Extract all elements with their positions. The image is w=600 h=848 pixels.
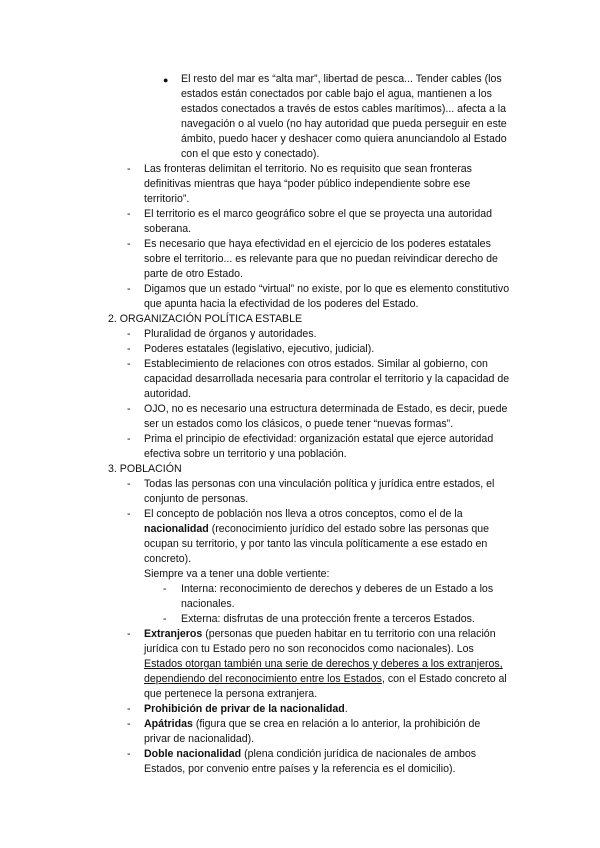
section-heading: 2. ORGANIZACIÓN POLÍTICA ESTABLE xyxy=(108,313,303,325)
bullet-dot: ● xyxy=(163,75,169,85)
list-dash: - xyxy=(127,508,131,520)
list-dash: - xyxy=(127,718,131,730)
list-dash: - xyxy=(127,238,131,250)
list-dash: - xyxy=(127,403,131,415)
bold-term: nacionalidad xyxy=(144,523,209,535)
list-item: Pluralidad de órganos y autoridades. xyxy=(144,328,317,340)
list-item: Las fronteras delimitan el territorio. No es requisito que sean fronteras xyxy=(144,163,472,175)
list-item: Digamos que un estado “virtual” no existe, por lo que es elemento constitutivo xyxy=(144,283,510,295)
list-item xyxy=(144,672,507,687)
text-span: , con el Estado concreto al xyxy=(381,673,507,685)
text-line: con el que esto y conectado). xyxy=(181,148,320,160)
sub-list-item: Externa: disfrutas de una protección frente a terceros Estados. xyxy=(181,613,475,625)
list-item: soberana. xyxy=(144,223,192,235)
sub-list-item: Interna: reconocimiento de derechos y deberes de un Estado a los xyxy=(181,583,494,595)
list-dash: - xyxy=(127,358,131,370)
bold-term: Apátridas xyxy=(144,718,193,730)
list-item: Poderes estatales (legislativo, ejecutivo, judicial). xyxy=(144,343,375,355)
text-line: estados están conectados por cable bajo el agua, mantienen a los xyxy=(181,88,492,100)
list-item: conjunto de personas. xyxy=(144,493,249,505)
bold-term: Doble nacionalidad xyxy=(144,748,242,760)
list-dash: - xyxy=(127,328,131,340)
list-item: privar de nacionalidad). xyxy=(144,733,255,745)
list-dash: - xyxy=(127,703,131,715)
list-item: capacidad desarrollada necesaria para controlar el territorio y la capacidad de xyxy=(144,373,510,385)
text-span: . xyxy=(344,703,348,715)
list-item: territorio”. xyxy=(144,193,190,205)
text-line: navegación o al vuelo (no hay autoridad que pueda perseguir en este xyxy=(181,118,507,130)
list-item xyxy=(144,717,480,732)
list-dash: - xyxy=(127,208,131,220)
underlined-text: Estados otorgan también una serie de derechos y deberes a los extranjeros, xyxy=(144,658,503,670)
list-item: parte de otro Estado. xyxy=(144,268,243,280)
list-item xyxy=(144,702,348,717)
list-item: ser un estados como los clásicos, o puede tener “nuevas formas”. xyxy=(144,418,454,430)
list-item: definitivas mientras que haya “poder público independiente sobre ese xyxy=(144,178,471,190)
list-item: Es necesario que haya efectividad en el ejercicio de los poderes estatales xyxy=(144,238,491,250)
list-item: que apunta hacia la efectividad de los poderes del Estado. xyxy=(144,298,419,310)
list-item: autoridad. xyxy=(144,388,192,400)
list-item: OJO, no es necesario una estructura determinada de Estado, es decir, puede xyxy=(144,403,508,415)
list-item: Prima el principio de efectividad: organización estatal que ejerce autoridad xyxy=(144,433,494,445)
list-item xyxy=(144,747,476,762)
list-item xyxy=(144,522,489,537)
sub-list-item: nacionales. xyxy=(181,598,235,610)
sub-dash: - xyxy=(163,613,167,625)
section-heading: 3. POBLACIÓN xyxy=(108,463,182,475)
text-line: estados conectados a través de estos cables marítimos)... afecta a la xyxy=(181,103,507,115)
list-dash: - xyxy=(127,283,131,295)
list-item: Establecimiento de relaciones con otros estados. Similar al gobierno, con xyxy=(144,358,488,370)
list-dash: - xyxy=(127,748,131,760)
list-dash: - xyxy=(127,433,131,445)
sub-dash: - xyxy=(163,583,167,595)
text-line: El resto del mar es “alta mar”, libertad de pesca... Tender cables (los xyxy=(181,73,502,85)
list-item: que pertenece la persona extranjera. xyxy=(144,688,318,700)
list-item: Siempre va a tener una doble vertiente: xyxy=(144,568,330,580)
list-item: Todas las personas con una vinculación política y jurídica entre estados, el xyxy=(144,478,495,490)
list-dash: - xyxy=(127,478,131,490)
list-dash: - xyxy=(127,628,131,640)
list-item: ocupan su territorio, y por tanto las vincula políticamente a ese estado en xyxy=(144,538,488,550)
text-span: (plena condición jurídica de nacionales de ambos xyxy=(241,748,477,760)
list-item xyxy=(144,627,496,642)
list-item: El territorio es el marco geográfico sobre el que se proyecta una autoridad xyxy=(144,208,493,220)
list-item: El concepto de población nos lleva a otros conceptos, como el de la xyxy=(144,508,463,520)
text-line: ámbito, puedo hacer y deshacer como quiera anunciandolo al Estado xyxy=(181,133,507,145)
list-item xyxy=(144,657,503,672)
list-item: concreto). xyxy=(144,553,192,565)
text-span: (figura que se crea en relación a lo anterior, la prohibición de xyxy=(192,718,481,730)
text-span: (personas que pueden habitar en tu territorio con una relación xyxy=(202,628,496,640)
list-item: sobre el territorio... es relevante para que no puedan reivindicar derecho de xyxy=(144,253,498,265)
list-item: efectiva sobre un territorio y una población. xyxy=(144,448,347,460)
list-item: Estados, por convenio entre países y la referencia es el domicilio). xyxy=(144,763,456,775)
underlined-text: dependiendo del reconocimiento entre los Estados xyxy=(144,673,382,685)
text-span: (reconocimiento jurídico del estado sobre las personas que xyxy=(208,523,490,535)
list-dash: - xyxy=(127,163,131,175)
list-dash: - xyxy=(127,343,131,355)
list-item: jurídica con tu Estado pero no son reconocidos como nacionales). Los xyxy=(144,643,474,655)
bold-term: Extranjeros xyxy=(144,628,203,640)
bold-term: Prohibición de privar de la nacionalidad xyxy=(144,703,345,715)
